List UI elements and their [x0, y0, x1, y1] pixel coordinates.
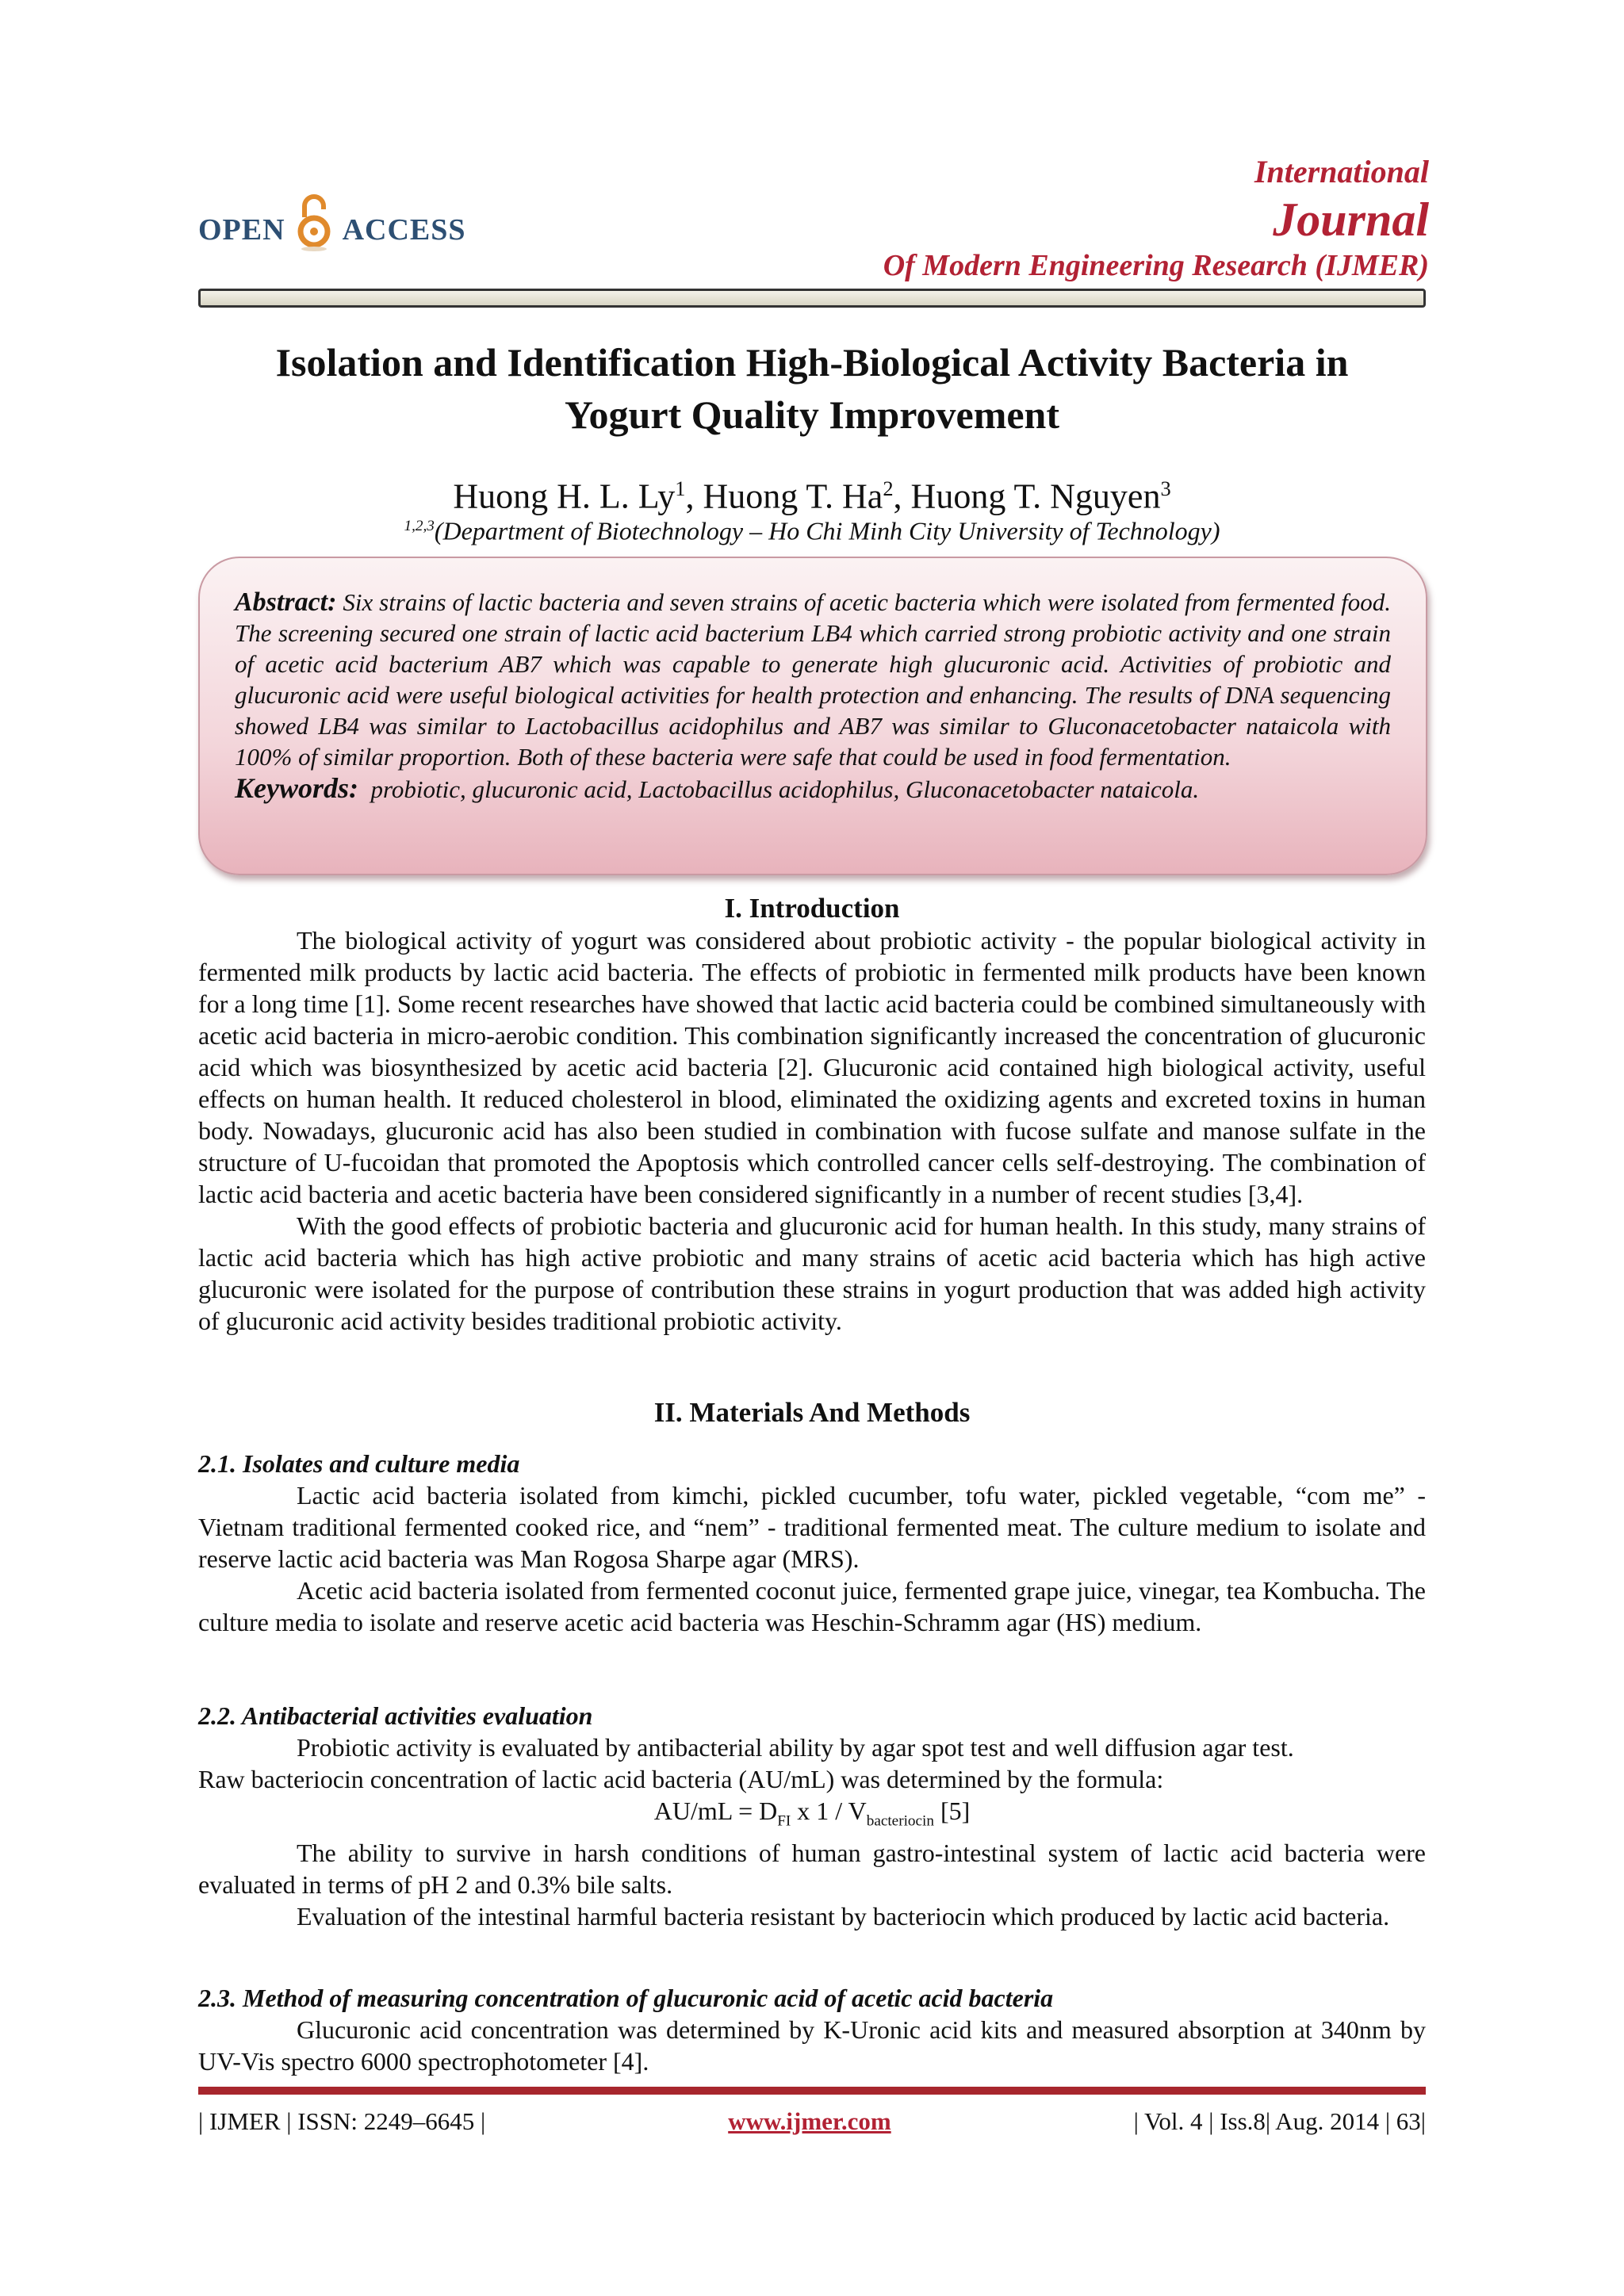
formula-sub-bacteriocin: bacteriocin: [866, 1812, 934, 1830]
footer-website-link[interactable]: www.ijmer.com: [728, 2107, 891, 2135]
affiliation-sup: 1,2,3: [404, 518, 435, 534]
journal-line-journal: Journal: [1273, 193, 1429, 246]
abstract: [235, 587, 1391, 772]
paper-title: [198, 336, 1426, 441]
header-divider-bar: [198, 289, 1426, 308]
author-1: Huong H. L. Ly: [453, 476, 676, 516]
open-lock-icon: [297, 192, 331, 252]
abstract-text: Six strains of lactic bacteria and seven strains of acetic bacteria which were isolated from fermented food. The screening secured one strain of lactic acid bacterium LB4 which carried strong probiotic activity and one strain of acetic acid bacterium AB7 which was capable to generate high glucuronic acid. Activities of probiotic and glucuronic acid were useful biological activities for health protection and enhancing. The results of DNA sequencing showed LB4 was similar to Lactobacillus acidophilus and AB7 was similar to Gluconacetobacter nataicola with 100% of similar proportion. Both of these bacteria were safe that could be used in food fermentation.: [235, 588, 1391, 771]
sub2-paragraph-2: Raw bacteriocin concentration of lactic acid bacteria (AU/mL) was determined by the formula:: [198, 1765, 1164, 1793]
sub3-paragraph-1: Glucuronic acid concentration was determined by K-Uronic acid kits and measured absorption at 340nm by UV-Vis spectro 6000 spectrophotometer [4].: [198, 2015, 1426, 2076]
author-3: Huong T. Nguyen: [910, 476, 1161, 516]
keywords: [235, 772, 1391, 806]
footer-journal-issn: | IJMER | ISSN: 2249–6645 |: [198, 2107, 486, 2135]
sub1-paragraph-1: Lactic acid bacteria isolated from kimchi, pickled cucumber, tofu water, pickled vegetable, “com me” - Vietnam traditional fermented cooked rice, and “nem” - traditional fermented meat. The culture medium to isolate and reserve lactic acid bacteria was Man Rogosa Sharpe agar (MRS).: [198, 1481, 1426, 1573]
open-access-left: OPEN: [198, 213, 285, 247]
author-1-sup: 1: [675, 476, 686, 500]
abstract-box: [198, 557, 1427, 875]
intro-paragraph-1: The biological activity of yogurt was considered about probiotic activity - the popular biological activity in fermented milk products by lactic acid bacteria. The effects of probiotic in fermented milk products have been known for a long time [1]. Some recent researches have showed that lactic acid bacteria could be combined simultaneously with acetic acid bacteria in micro-aerobic condition. This combination significantly increased the concentration of glucuronic acid which was biosynthesized by acetic acid bacteria [2]. Glucuronic acid contained high biological activity, useful effects on human health. It reduced cholesterol in blood, eliminated the oxidizing agents and excreted toxins in human body. Nowadays, glucuronic acid has also been studied in combination with fucose sulfate and manose sulfate in the structure of U-fucoidan that promoted the Apoptosis which controlled cancer cells self-destroying. The combination of lactic acid bacteria and acetic bacteria have been considered significantly in a number of recent studies [3,4].: [198, 926, 1426, 1208]
sub2-paragraph-3: The ability to survive in harsh conditions of human gastro-intestinal system of lactic acid bacteria were evaluated in terms of pH 2 and 0.3% bile salts.: [198, 1839, 1426, 1900]
page-footer: [198, 2106, 1426, 2137]
formula-part-a: AU/mL = D: [653, 1797, 778, 1825]
formula-part-b: x 1 / V: [791, 1797, 867, 1825]
journal-masthead: [883, 152, 1429, 284]
footer-volume-page: | Vol. 4 | Iss.8| Aug. 2014 | 63|: [1133, 2107, 1426, 2135]
journal-line-name: Of Modern Engineering Research (IJMER): [883, 249, 1429, 282]
formula-part-c: [5]: [933, 1797, 971, 1825]
introduction-body: [198, 924, 1426, 1337]
journal-line-international: International: [1254, 154, 1429, 189]
subsection-2-2-body: [198, 1732, 1426, 1932]
section-heading-introduction: I. Introduction: [724, 893, 900, 924]
subsection-heading-2-3: 2.3. Method of measuring concentration of glucuronic acid of acetic acid bacteria: [198, 1984, 1054, 2012]
subsection-heading-2-1: 2.1. Isolates and culture media: [198, 1449, 520, 1478]
author-list: Huong H. L. Ly$^1$, Huong T. Ha$^2$, Huong T. Nguyen$^3$: [453, 476, 1171, 516]
affiliation: [198, 509, 1426, 549]
keywords-label: Keywords:: [235, 772, 358, 804]
affiliation-text: (Department of Biotechnology – Ho Chi Minh City University of Technology): [434, 516, 1220, 545]
author-3-sup: 3: [1160, 476, 1171, 500]
subsection-heading-2-2: 2.2. Antibacterial activities evaluation: [198, 1701, 593, 1730]
bacteriocin-formula: [198, 1795, 1426, 1837]
subsection-2-1-body: [198, 1479, 1426, 1638]
intro-paragraph-2: With the good effects of probiotic bacteria and glucuronic acid for human health. In this study, many strains of lactic acid bacteria which has high active probiotic and many strains of acetic acid bacteria which has high active glucuronic were isolated for the purpose of contribution these strains in yogurt production that was added high activity of glucuronic acid activity besides traditional probiotic activity.: [198, 1211, 1426, 1335]
author-2: Huong T. Ha: [703, 476, 883, 516]
author-2-sup: 2: [883, 476, 894, 500]
open-access-right: ACCESS: [342, 213, 466, 247]
open-access-logo: [198, 200, 466, 260]
sub2-paragraph-1: Probiotic activity is evaluated by antibacterial ability by agar spot test and well diffusion agar test.: [297, 1733, 1294, 1762]
title-line-2: Yogurt Quality Improvement: [564, 392, 1060, 437]
sub2-paragraph-4: Evaluation of the intestinal harmful bacteria resistant by bacteriocin which produced by lactic acid bacteria.: [297, 1902, 1390, 1931]
title-line-1: Isolation and Identification High-Biological Activity Bacteria in: [275, 340, 1349, 385]
section-heading-methods: II. Materials And Methods: [653, 1397, 971, 1428]
keywords-text: probiotic, glucuronic acid, Lactobacillus acidophilus, Gluconacetobacter nataicola.: [370, 775, 1200, 803]
footer-divider: [198, 2087, 1426, 2095]
abstract-label: Abstract:: [235, 587, 337, 617]
subsection-2-3-body: [198, 2014, 1426, 2077]
formula-sub-fi: FI: [777, 1812, 791, 1830]
sub1-paragraph-2: Acetic acid bacteria isolated from fermented coconut juice, fermented grape juice, vinegar, tea Kombucha. The culture media to isolate and reserve acetic acid bacteria was Heschin-Schramm agar (HS) medium.: [198, 1576, 1426, 1636]
